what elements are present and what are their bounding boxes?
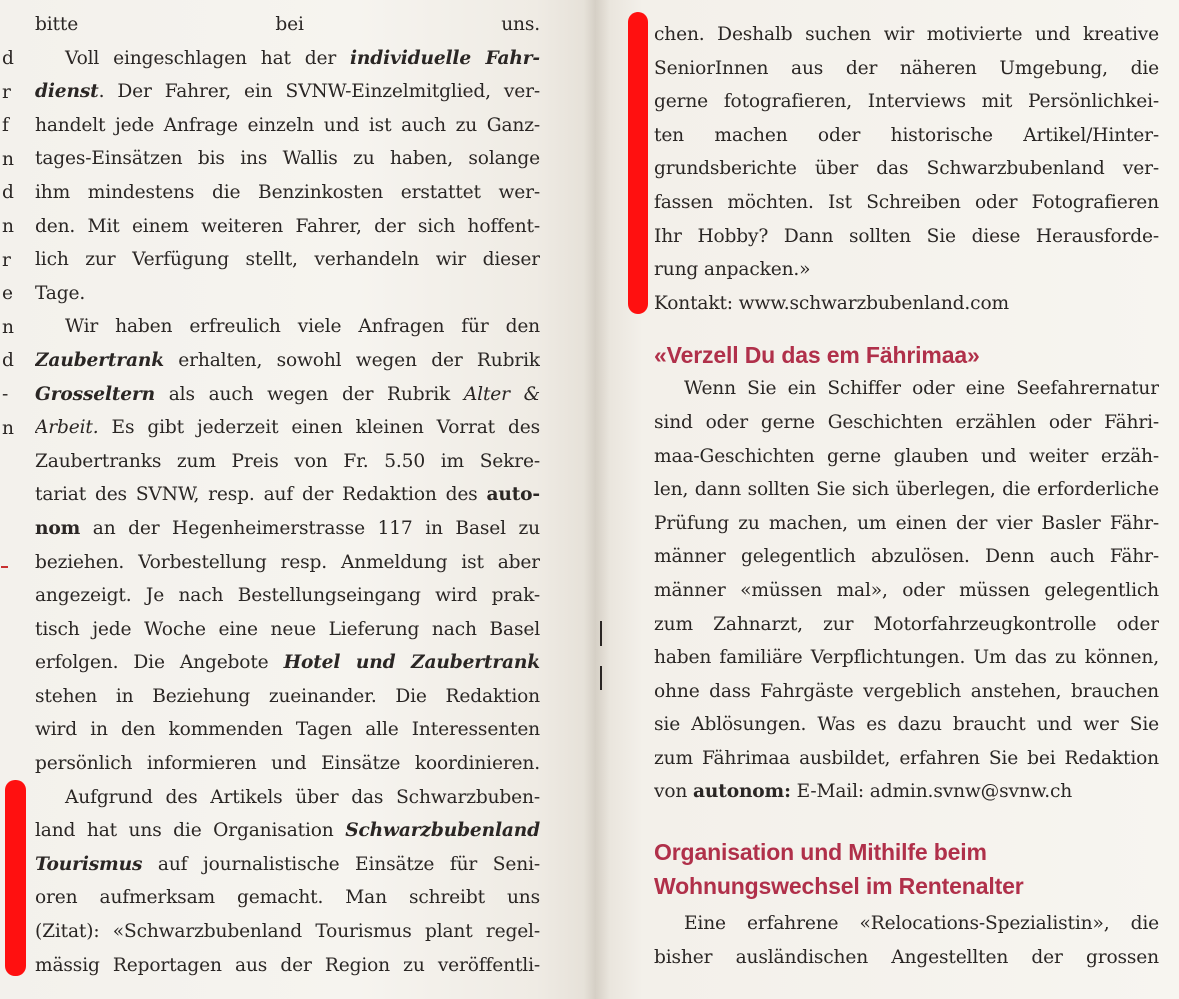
text-line bbox=[35, 713, 540, 747]
text-segment: als auch wegen der Rubrik bbox=[155, 383, 464, 405]
text-line bbox=[35, 142, 540, 176]
red-marker-annotation-left bbox=[5, 780, 26, 976]
text-line bbox=[35, 310, 540, 344]
relocation-paragraph bbox=[654, 907, 1159, 974]
text-line bbox=[654, 540, 1159, 574]
margin-letter-fragment: f bbox=[2, 115, 9, 137]
text-line bbox=[654, 675, 1159, 709]
text-line bbox=[654, 18, 1159, 52]
text-segment: auf journalistische Einsätze für Seni- bbox=[142, 853, 540, 875]
section-heading-relocation-line1: Organisation und Mithilfe beim bbox=[654, 839, 987, 866]
text-segment: erhalten, sowohl wegen der Rubrik bbox=[163, 349, 540, 371]
text-line bbox=[35, 478, 540, 512]
text-segment: stehen in Beziehung zueinander. Die Redaktion bbox=[35, 685, 540, 707]
red-marker-annotation-right bbox=[628, 12, 648, 314]
text-segment: bisher ausländischen Angestellten der grossen bbox=[654, 946, 1159, 968]
text-segment: individuelle Fahr- bbox=[350, 47, 540, 69]
text-line bbox=[654, 641, 1159, 675]
text-line bbox=[654, 186, 1159, 220]
text-segment: Ihr Hobby? Dann sollten Sie diese Herausforde- bbox=[654, 225, 1159, 247]
text-line bbox=[654, 608, 1159, 642]
margin-letter-fragment: n bbox=[2, 316, 14, 338]
text-segment: auto- bbox=[486, 484, 540, 506]
gutter-mark-bottom bbox=[600, 666, 602, 690]
margin-letter-fragment: e bbox=[2, 283, 14, 305]
text-segment: Aufgrund des Artikels über das Schwarzbuben- bbox=[65, 786, 540, 808]
text-segment: beziehen. Vorbestellung resp. Anmeldung ist aber bbox=[35, 551, 540, 573]
book-fold bbox=[584, 0, 610, 999]
text-segment: persönlich informieren und Einsätze koordinieren. bbox=[35, 753, 540, 775]
text-segment: maa-Geschichten gerne glauben und weiter erzäh- bbox=[654, 445, 1159, 467]
text-segment: männer «müssen mal», oder müssen gelegentlich bbox=[654, 579, 1159, 601]
text-line bbox=[654, 52, 1159, 86]
text-segment: rung anpacken.» bbox=[654, 259, 811, 281]
text-segment: bitte bei uns. bbox=[35, 14, 540, 35]
faehrimaa-paragraph bbox=[654, 372, 1159, 809]
text-segment: erfolgen. Die Angebote bbox=[35, 652, 284, 674]
text-line bbox=[35, 378, 540, 412]
text-line bbox=[654, 574, 1159, 608]
text-segment: SeniorInnen aus der näheren Umgebung, die bbox=[654, 57, 1159, 79]
text-segment: Wir haben erfreulich viele Anfragen für den bbox=[65, 316, 540, 338]
text-segment: Zaubertrank bbox=[35, 349, 164, 371]
text-segment: ohne dass Fahrgäste vergeblich anstehen, brauchen bbox=[654, 680, 1159, 702]
margin-letter-fragment: - bbox=[2, 384, 9, 405]
text-segment: Kontakt: www.schwarzbubenland.com bbox=[654, 292, 1009, 314]
text-line bbox=[35, 613, 540, 647]
text-segment: handelt jede Anfrage einzeln und ist auch zu Ganz- bbox=[35, 114, 540, 136]
text-segment: angezeigt. Je nach Bestellungseingang wird prak- bbox=[35, 585, 540, 607]
text-segment: wird in den kommenden Tagen alle Interessenten bbox=[35, 719, 540, 741]
text-line bbox=[35, 445, 540, 479]
text-line bbox=[35, 8, 540, 42]
text-segment: Alter & bbox=[463, 383, 540, 405]
text-line bbox=[35, 881, 540, 915]
left-column bbox=[35, 0, 540, 982]
text-line bbox=[35, 814, 540, 848]
text-line bbox=[35, 210, 540, 244]
left-column-text bbox=[35, 8, 540, 982]
text-segment: Grosseltern bbox=[35, 383, 155, 405]
text-segment: grundsberichte über das Schwarzbubenland ver- bbox=[654, 158, 1159, 180]
text-line bbox=[35, 546, 540, 580]
text-segment: land hat uns die Organisation bbox=[35, 820, 346, 842]
right-column bbox=[654, 18, 1159, 974]
text-line bbox=[35, 680, 540, 714]
margin-letter-fragment: n bbox=[2, 417, 14, 439]
text-segment: lich zur Verfügung stellt, verhandeln wir dieser bbox=[35, 249, 540, 271]
text-segment: den. Mit einem weiteren Fahrer, der sich hoffent- bbox=[35, 215, 540, 237]
text-segment: dienst bbox=[35, 81, 99, 103]
text-segment: Tourismus bbox=[35, 853, 143, 875]
text-line bbox=[654, 775, 1159, 809]
text-line bbox=[35, 848, 540, 882]
text-segment: von bbox=[654, 781, 693, 803]
text-segment: Tage. bbox=[35, 282, 86, 304]
text-line bbox=[35, 411, 540, 445]
text-segment: len, dann sollten Sie sich überlegen, die erforderliche bbox=[654, 479, 1159, 501]
margin-letter-fragment: d bbox=[2, 350, 14, 372]
text-segment: chen. Deshalb suchen wir motivierte und kreative bbox=[654, 24, 1159, 45]
text-segment: tisch jede Woche eine neue Lieferung nach Basel bbox=[35, 618, 540, 640]
text-line bbox=[35, 646, 540, 680]
text-line bbox=[654, 372, 1159, 406]
margin-letter-fragment: n bbox=[2, 216, 14, 237]
text-line bbox=[35, 75, 540, 109]
text-segment: E-Mail: admin.svnw@svnw.ch bbox=[790, 781, 1073, 803]
text-line bbox=[654, 85, 1159, 119]
text-line bbox=[654, 941, 1159, 975]
text-line bbox=[35, 579, 540, 613]
gutter-mark-top bbox=[600, 621, 602, 646]
text-segment: gerne fotografieren, Interviews mit Persönlichkei- bbox=[654, 91, 1159, 113]
text-line bbox=[654, 507, 1159, 541]
text-segment: mässig Reportagen aus der Region zu veröffentli- bbox=[35, 954, 540, 976]
text-segment: zum Zahnarzt, zur Motorfahrzeugkontrolle oder bbox=[654, 613, 1159, 635]
text-line bbox=[35, 176, 540, 210]
text-segment: Eine erfahrene «Relocations-Spezialistin», die bbox=[684, 913, 1159, 935]
text-line bbox=[654, 440, 1159, 474]
text-line bbox=[654, 119, 1159, 153]
text-segment: Schwarzbubenland bbox=[345, 820, 540, 842]
text-segment: nom bbox=[35, 517, 81, 539]
margin-letter-fragment: r bbox=[2, 249, 11, 271]
text-segment: ihm mindestens die Benzinkosten erstattet wer- bbox=[35, 181, 540, 203]
text-line bbox=[654, 253, 1159, 287]
text-line bbox=[35, 243, 540, 277]
text-segment: Wenn Sie ein Schiffer oder eine Seefahrernatur bbox=[684, 378, 1159, 400]
text-segment: oren aufmerksam gemacht. Man schreibt uns bbox=[35, 887, 540, 909]
text-line bbox=[35, 915, 540, 949]
text-line bbox=[35, 344, 540, 378]
text-segment: männer gelegentlich abzulösen. Denn auch Fähr- bbox=[654, 546, 1159, 568]
text-segment: an der Hegenheimerstrasse 117 in Basel zu bbox=[80, 517, 540, 539]
text-segment: sind oder gerne Geschichten erzählen oder Fähri- bbox=[654, 411, 1159, 433]
margin-letter-fragment: d bbox=[2, 48, 14, 69]
text-line bbox=[654, 287, 1159, 321]
text-segment: . Der Fahrer, ein SVNW-Einzelmitglied, ver- bbox=[98, 81, 540, 103]
text-segment: Zaubertranks zum Preis von Fr. 5.50 im Sekre- bbox=[35, 450, 540, 472]
text-segment: tages-Einsätzen bis ins Wallis zu haben, solange bbox=[35, 148, 540, 170]
text-segment: Voll eingeschlagen hat der bbox=[65, 47, 350, 69]
text-segment: sie Ablösungen. Was es dazu braucht und wer Sie bbox=[654, 714, 1159, 736]
text-line bbox=[35, 781, 540, 815]
text-segment: zum Fährimaa ausbildet, erfahren Sie bei Redaktion bbox=[654, 747, 1159, 769]
margin-letter-fragment: d bbox=[2, 182, 14, 204]
text-line bbox=[35, 109, 540, 143]
section-heading-faehrimaa: «Verzell Du das em Fährimaa» bbox=[654, 342, 980, 369]
text-line bbox=[35, 512, 540, 546]
text-line bbox=[654, 742, 1159, 776]
text-segment: ten machen oder historische Artikel/Hinter- bbox=[654, 124, 1159, 146]
text-line bbox=[654, 708, 1159, 742]
text-line bbox=[654, 473, 1159, 507]
text-segment: Arbeit. bbox=[35, 417, 99, 439]
margin-dash-mark bbox=[1, 566, 8, 568]
text-line bbox=[654, 907, 1159, 941]
text-segment: autonom: bbox=[692, 781, 791, 803]
text-line bbox=[35, 949, 540, 983]
text-line bbox=[654, 152, 1159, 186]
text-line bbox=[35, 747, 540, 781]
text-segment: Es gibt jederzeit einen kleinen Vorrat des bbox=[98, 417, 540, 439]
section-heading-relocation-line2: Wohnungswechsel im Rentenalter bbox=[654, 873, 1024, 900]
text-segment: (Zitat): «Schwarzbubenland Tourismus plant regel- bbox=[35, 921, 540, 943]
text-line bbox=[654, 406, 1159, 440]
text-segment: tariat des SVNW, resp. auf der Redaktion des bbox=[35, 484, 487, 506]
text-segment: Prüfung zu machen, um einen der vier Basler Fähr- bbox=[654, 512, 1159, 534]
text-line bbox=[35, 277, 540, 311]
text-segment: haben familiäre Verpflichtungen. Um das zu können, bbox=[654, 647, 1159, 669]
text-segment: fassen möchten. Ist Schreiben oder Fotografieren bbox=[654, 191, 1159, 213]
margin-letter-fragment: r bbox=[2, 81, 11, 103]
margin-letter-fragment: n bbox=[2, 148, 14, 170]
article-continuation bbox=[654, 18, 1159, 320]
text-line bbox=[654, 220, 1159, 254]
text-line bbox=[35, 42, 540, 76]
text-segment: Hotel und Zaubertrank bbox=[283, 652, 540, 674]
